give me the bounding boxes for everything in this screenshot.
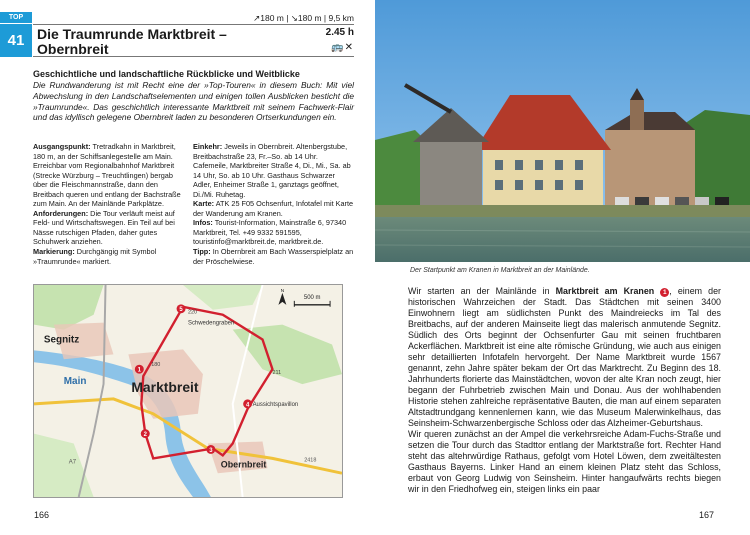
riverbank [375, 205, 750, 217]
svg-text:5: 5 [179, 307, 183, 314]
tour-title: Die Traumrunde Marktbreit – Obernbreit [37, 26, 227, 57]
map-label-marktbreit: Marktbreit [131, 379, 199, 395]
river-water [375, 217, 750, 262]
map-label-schwedengraben: Schwedengraben [188, 320, 235, 327]
svg-text:N: N [280, 288, 285, 294]
title-box [33, 24, 354, 57]
tour-number-badge: 41 [0, 24, 32, 57]
waypoint-marker [206, 445, 215, 454]
info-map: Karte: ATK 25 F05 Ochsenfurt, Infotafel mit Karte der Wanderung am Kranen. [193, 199, 354, 218]
info-column-left [33, 142, 185, 266]
top-tour-badge: TOP [0, 12, 32, 23]
waypoint-1-marker: 1 [660, 288, 669, 297]
info-food: Einkehr: Jeweils in Obernbreit. Altenbergstube, Breitbachstraße 23, Fr.–So. ab 14 Uhr. Cafemeile, Marktbreiter Straße 4, Di., Mi., Sa. ab 14 Uhr, So. ab 10 Uhr. Gasthaus Schwarzer Adler, Enheimer Straße 1, ganztags geöffnet, Di./Mi. Ruhetag. [193, 142, 351, 199]
page-number-left: 166 [34, 510, 50, 520]
tour-stats: ↗180 m | ↘180 m | 9,5 km [253, 13, 354, 23]
waypoint-marker [243, 399, 252, 408]
castle-tower [630, 100, 644, 130]
tour-subtitle: Geschichtliche und landschaftliche Rückblicke und Weitblicke [33, 69, 300, 79]
crane-tower [420, 140, 482, 205]
elevation-label: 211 [272, 370, 282, 377]
waypoint-marker [135, 365, 144, 374]
svg-text:3: 3 [209, 447, 213, 454]
road-label: 2418 [304, 457, 317, 464]
road-label: A7 [68, 459, 77, 466]
svg-text:4: 4 [245, 402, 250, 409]
svg-text:2: 2 [143, 432, 147, 439]
house-building [483, 150, 603, 205]
info-requirements: Anforderungen: Die Tour verläuft meist auf Feld- und Wirtschaftswegen. Ein Teil auf bei Nässe rutschigen Pfaden, daher gutes Schuhwerk anziehen. [33, 208, 175, 247]
info-tip: Tipp: In Obernbreit am Bach Wasserspielplatz an der Pröschelwiese. [193, 247, 354, 266]
waypoint-marker [141, 429, 150, 438]
paragraph: Wir starten an der Mainlände in Marktbreit am Kranen 1 , einem der historischen Wahrzeichen der Stadt. Das Städtchen mit seinen 3400 Einwohnern liegt am südlichsten Punkt des Maindreiecks im Tal des Breitbachs, auf der anderen Mainseite liegt das malerisch anmutende Segnitz. Südlich des Orts beginnt der Ochsenfurter Gau mit seinen fruchtbaren Ackerflächen. Marktbreit ist eine alte römische Gründung, wie auch aus einigen sehr detaillierten Infotafeln hervorgeht. Der Name Marktbreit wurde 1567 genannt, zehn Jahre später bekam der Ort das Marktrecht. Zu Beginn des 18. Jahrhunderts florierte das Mainstädtchen, wovon der alte Kran noch zeugt, hier begann der Fuhrbetrieb zwischen Main und Donau. Aus der wohlhabenden Historie stehen zahlreiche repräsentative Bauten, die man auf einem separaten Altstadtrundgang kennenlernen kann, wie das Museum Malerwinkelhaus, das Seinsheim-Schwarzenbergische Schloss oder das Alzheimer-Geburtshaus. [408, 286, 721, 428]
restaurant-icon: ✕ [344, 42, 354, 53]
info-column-right [193, 142, 354, 266]
paragraph: Wir queren zunächst an der Ampel die verkehrsreiche Adam-Fuchs-Straße und setzen die Tour durch das Stadttor entlang der Marktstraße fort. Rechter Hand steht das altehrwürdige Rathaus, gefolgt vom Hotel Löwen, dem zweitältesten Gasthaus Bayerns. Linker Hand an einem kleinen Platz steht das Schloss, erbaut von Georg Ludwig von Seinsheim. Hinter hangaufwärts rechts biegen wir in den Friedhofweg ein, steigen links ein paar [408, 429, 721, 494]
photo-svg [375, 0, 750, 262]
map-label-segnitz: Segnitz [43, 334, 80, 346]
photo-caption: Der Startpunkt am Kranen in Marktbreit an der Mainlände. [410, 267, 590, 274]
map-label-main: Main [63, 376, 87, 388]
elevation-label: 180 [151, 362, 161, 369]
castle-building [605, 130, 695, 205]
photo-kranen [375, 0, 750, 262]
body-text [408, 286, 721, 495]
route-map [33, 284, 343, 498]
info-start: Ausgangspunkt: Tretradkahn in Marktbreit, 180 m, an der Schiffsanlegestelle am Main. Erreichbar vom Regionalbahnhof Marktbreit (Strecke Würzburg – Treuchtlingen) bergab über die Fleischmannstraße, dann den Breitbach queren und entlang der Bachstraße zum Main. An der Mainlände Parkplätze. [33, 142, 181, 209]
map-label-obernbreit: Obernbreit [220, 459, 267, 470]
transport-icons [331, 42, 354, 53]
waypoint-marker [177, 304, 186, 313]
map-label-aussichtspavillon: Aussichtspavillon [252, 401, 299, 408]
tour-intro: Die Rundwanderung ist mit Recht eine der »Top-Touren« in diesem Buch: Mit viel Abwechslung in den Landschaftselementen und einigen tollen Ausblicken besticht die »Traumrunde«. Das geschichtlich interessante Marktbreit mit seinem Fachwerk-Flair und das idyllisch gelegene Obernbreit laden zu besonderen Ortserkundungen ein. [33, 80, 354, 123]
elevation-label: 220 [188, 309, 198, 316]
svg-text:1: 1 [137, 367, 141, 374]
bus-icon: 🚌 [331, 42, 345, 53]
info-marking: Markierung: Durchgängig mit Symbol »Traumrunde« markiert. [33, 247, 157, 266]
info-contact: Infos: Tourist-Information, Mainstraße 6, 97340 Marktbreit, Tel. +49 9332 591595, touristinfo@marktbreit.de, marktbreit.de. [193, 218, 347, 247]
route-map-svg [34, 285, 342, 497]
tour-duration: 2.45 h [325, 27, 354, 38]
page-number-right: 167 [698, 510, 714, 520]
right-page [375, 0, 750, 535]
svg-text:500 m: 500 m [303, 294, 321, 301]
